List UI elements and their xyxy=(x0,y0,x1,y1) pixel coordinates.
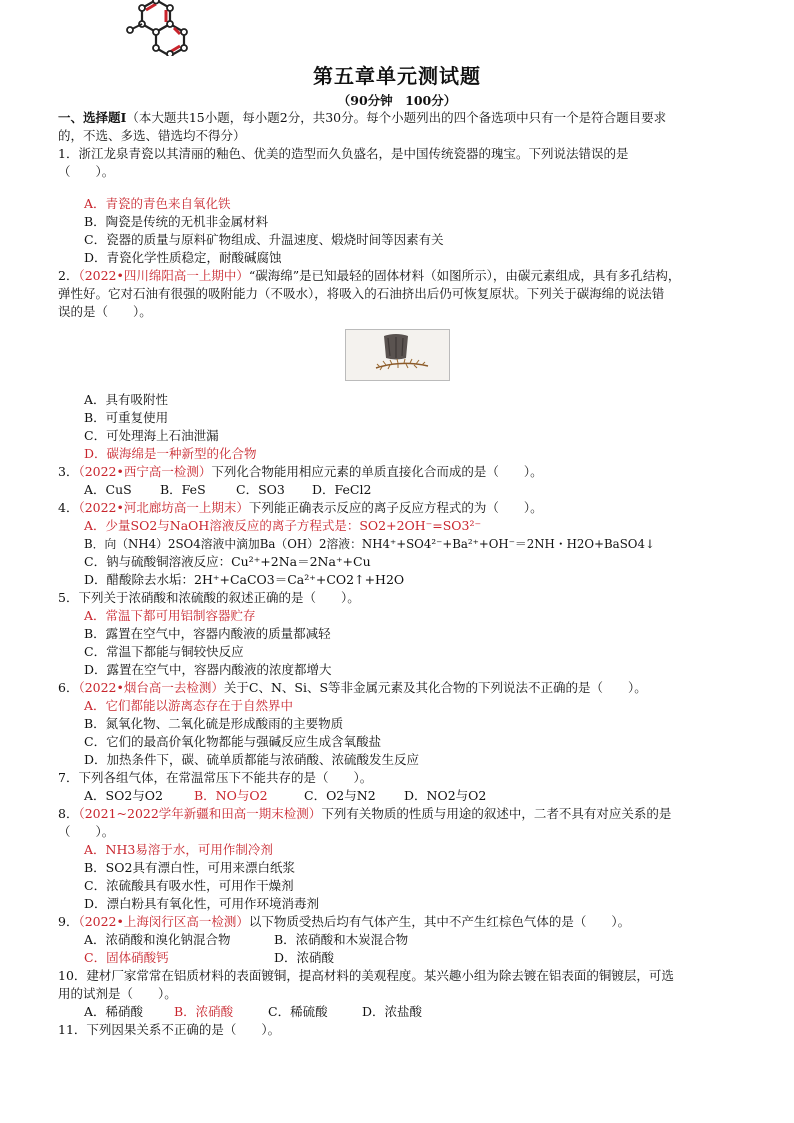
q10-stem: 10．建材厂家常常在铝质材料的表面镀铜，提高材料的美观程度。某兴趣小组为除去镀在铝表面的铜镀层，可选 xyxy=(58,968,674,983)
q6-option-a: A．它们都能以游离态存在于自然界中 xyxy=(84,698,294,713)
q9-options-cd xyxy=(58,949,742,967)
q8-option-a: A．NH3易溶于水，可用作制冷剂 xyxy=(84,842,273,857)
q5-option-b: B．露置在空气中，容器内酸液的质量都减轻 xyxy=(84,626,331,641)
q6-option-c: C．它们的最高价氧化物都能与强碱反应生成含氧酸盐 xyxy=(84,734,382,749)
q9-option-c: C．固体硝酸钙 xyxy=(84,950,169,965)
q7-options xyxy=(58,787,742,805)
q10-option-b: B．浓硝酸 xyxy=(174,1004,234,1019)
exam-time-score: （90分钟 100分） xyxy=(337,93,457,108)
q7-option-b: B．NO与O2 xyxy=(194,788,268,803)
q4-option-a: A．少量SO2与NaOH溶液反应的离子方程式是：SO2+2OH⁻=SO3²⁻ xyxy=(84,518,482,533)
q6-option-d: D．加热条件下，碳、硫单质都能与浓硝酸、浓硫酸发生反应 xyxy=(84,752,420,767)
q9-option-a: A．浓硝酸和溴化钠混合物 xyxy=(84,932,231,947)
q7-option-c: C．O2与N2 xyxy=(304,788,376,803)
q1-option-b: B．陶瓷是传统的无机非金属材料 xyxy=(84,214,269,229)
q1-option-d: D．青瓷化学性质稳定，耐酸碱腐蚀 xyxy=(84,250,282,265)
q6-stem: 6．（2022•烟台高一去检测）关于C、N、Si、S等非金属元素及其化合物的下列说法不正确的是（ ）。 xyxy=(58,680,647,695)
q1-option-a: A．青瓷的青色来自氧化铁 xyxy=(84,196,231,211)
q8-stem: 8．（2021~2022学年新疆和田高一期末检测）下列有关物质的性质与用途的叙述中，二者不具有对应关系的是 xyxy=(58,806,672,821)
q3-options xyxy=(58,481,742,499)
q2-option-a: A．具有吸附性 xyxy=(84,392,169,407)
q2-stem-3: 误的是（ ）。 xyxy=(58,304,152,319)
q9-options-ab xyxy=(58,931,742,949)
q10-option-d: D．浓盐酸 xyxy=(362,1004,423,1019)
q2-option-c: C．可处理海上石油泄漏 xyxy=(84,428,219,443)
q8-option-d: D．漂白粉具有氧化性，可用作环境消毒剂 xyxy=(84,896,320,911)
q5-option-d: D．露置在空气中，容器内酸液的浓度都增大 xyxy=(84,662,332,677)
q3-option-c: C．SO3 xyxy=(236,482,285,497)
q2-option-b: B．可重复使用 xyxy=(84,410,169,425)
q7-option-d: D．NO2与O2 xyxy=(404,788,487,803)
q10-options xyxy=(58,1003,742,1021)
q4-stem: 4．（2022•河北廊坊高一上期末）下列能正确表示反应的离子反应方程式的为（ ）。 xyxy=(58,500,543,515)
carbon-sponge-photo xyxy=(345,329,450,381)
q3-stem: 3．（2022•西宁高一检测）下列化合物能用相应元素的单质直接化合而成的是（ ）。 xyxy=(58,464,543,479)
q4-option-d: D．醋酸除去水垢：2H⁺+CaCO3＝Ca²⁺+CO2↑+H2O xyxy=(84,572,405,587)
q5-option-a: A．常温下都可用铝制容器贮存 xyxy=(84,608,256,623)
q4-option-b: B．向（NH4）2SO4溶液中滴加Ba（OH）2溶液：NH4⁺+SO4²⁻+Ba²⁺+OH⁻＝2NH・H2O+BaSO4↓ xyxy=(84,537,655,551)
q1-stem: 1．浙江龙泉青瓷以其清丽的釉色、优美的造型而久负盛名，是中国传统瓷器的瑰宝。下列说法错误的是 xyxy=(58,146,629,161)
q7-option-a: A．SO2与O2 xyxy=(84,788,163,803)
q9-option-b: B．浓硝酸和木炭混合物 xyxy=(274,932,409,947)
section-desc: 的，不选、多选、错选均不得分） xyxy=(58,128,246,143)
q5-stem: 5．下列关于浓硝酸和浓硫酸的叙述正确的是（ ）。 xyxy=(58,590,360,605)
q3-option-b: B．FeS xyxy=(160,482,206,497)
q10-stem-2: 用的试剂是（ ）。 xyxy=(58,986,177,1001)
q8-stem-2: （ ）。 xyxy=(58,824,115,839)
q7-stem: 7．下列各组气体，在常温常压下不能共存的是（ ）。 xyxy=(58,770,373,785)
q4-option-c: C．钠与硫酸铜溶液反应：Cu²⁺+2Na＝2Na⁺+Cu xyxy=(84,554,371,569)
q8-option-c: C．浓硫酸具有吸水性，可用作干燥剂 xyxy=(84,878,294,893)
question-list xyxy=(58,109,742,1039)
q10-option-a: A．稀硝酸 xyxy=(84,1004,144,1019)
q1-option-c: C．瓷器的质量与原料矿物组成、升温速度、煅烧时间等因素有关 xyxy=(84,232,444,247)
q10-option-c: C．稀硫酸 xyxy=(268,1004,328,1019)
q5-option-c: C．常温下都能与铜较快反应 xyxy=(84,644,244,659)
naphthalene-logo-icon xyxy=(122,0,194,56)
q9-option-d: D．浓硝酸 xyxy=(274,950,335,965)
q8-option-b: B．SO2具有漂白性，可用来漂白纸浆 xyxy=(84,860,295,875)
q3-option-d: D．FeCl2 xyxy=(312,482,372,497)
q3-option-a: A．CuS xyxy=(84,482,132,497)
page-title: 第五章单元测试题 xyxy=(313,64,481,88)
q11-stem: 11．下列因果关系不正确的是（ ）。 xyxy=(58,1022,281,1037)
q2-stem-2: 弹性好。它对石油有很强的吸附能力（不吸水），将吸入的石油挤出后仍可恢复原状。下列关于碳海绵的说法错 xyxy=(58,286,665,301)
q2-stem: 2．（2022•四川绵阳高一上期中）“碳海绵”是已知最轻的固体材料（如图所示），由碳元素组成，具有多孔结构， xyxy=(58,268,681,283)
q6-option-b: B．氮氧化物、二氧化硫是形成酸雨的主要物质 xyxy=(84,716,344,731)
q1-stem-2: （ ）。 xyxy=(58,164,115,179)
section-heading: 一、选择题Ⅰ（本大题共15小题，每小题2分，共30分。每个小题列出的四个备选项中只有一个是符合题目要求 xyxy=(58,110,667,125)
q9-stem: 9．（2022•上海闵行区高一检测）以下物质受热后均有气体产生，其中不产生红棕色气体的是（ ）。 xyxy=(58,914,631,929)
q2-option-d: D．碳海绵是一种新型的化合物 xyxy=(84,446,257,461)
